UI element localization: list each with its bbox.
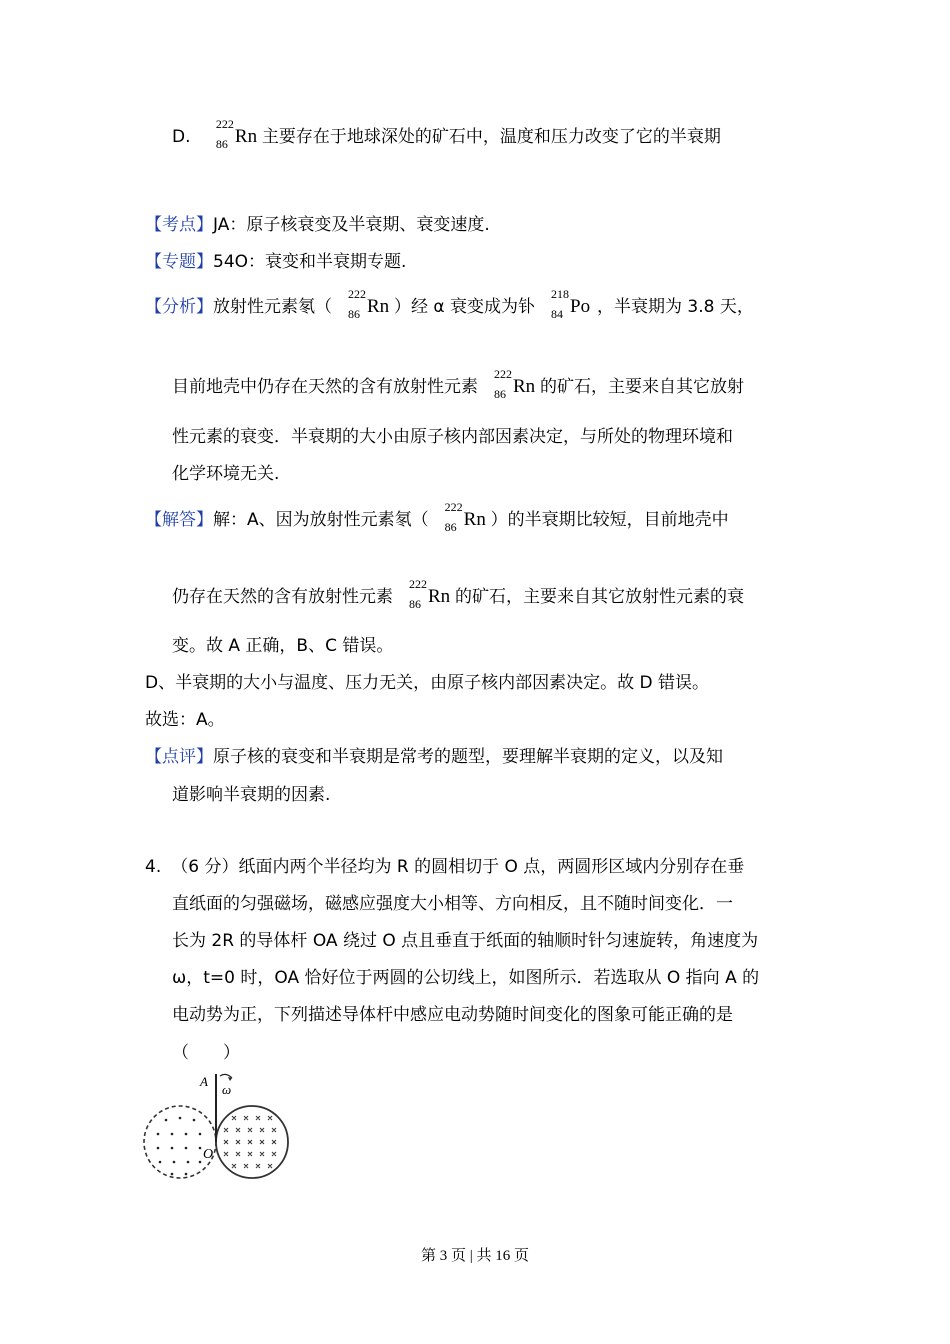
fenxi-text: 目前地壳中仍存在天然的含有放射性元素: [172, 377, 478, 397]
fenxi-text: 化学环境无关.: [172, 464, 280, 484]
dots-field: [157, 1117, 202, 1176]
question4-line-5: [172, 1003, 733, 1027]
nuclide-rn: 222 86 Rn: [494, 367, 536, 401]
nuclide-po: 218 84 Po: [551, 287, 591, 321]
dianping-text: 原子核的衰变和半衰期是常考的题型，要理解半衰期的定义，以及知: [213, 747, 723, 767]
zhuanti-tag: 【专题】: [145, 252, 213, 272]
kaodian-text: JA：原子核衰变及半衰期、衰变速度.: [213, 215, 490, 235]
question4-line-1: [145, 855, 744, 879]
nuclide-rn: 222 86 Rn: [444, 500, 486, 534]
dianping-line-1: [145, 745, 723, 769]
nuclide-rn: 222 86 Rn: [348, 287, 390, 321]
jieda-line-3: [172, 634, 393, 658]
option-d-label: D.: [172, 127, 191, 147]
fenxi-tag: 【分析】: [145, 297, 213, 317]
question4-text: ω，t=0 时，OA 恰好位于两圆的公切线上，如图所示．若选取从 O 指向 A 的: [172, 968, 760, 988]
jieda-line-4: [145, 671, 709, 695]
magnetic-field-figure: [140, 1070, 300, 1190]
fenxi-text: ，半衰期为 3.8 天，: [597, 297, 754, 317]
question4-text: 长为 2R 的导体杆 OA 绕过 O 点且垂直于纸面的轴顺时针匀速旋转，角速度为: [172, 931, 759, 951]
question4-line-6: [172, 1041, 240, 1065]
crosses-field: [224, 1116, 276, 1168]
label-omega: ω: [222, 1082, 232, 1097]
nuclide-rn: 222 86 Rn: [409, 577, 451, 611]
zhuanti-text: 54O：衰变和半衰期专题.: [213, 252, 407, 272]
question4-text: 直纸面的匀强磁场，磁感应强度大小相等、方向相反，且不随时间变化．一: [172, 894, 733, 914]
nuclide-rn: 222 86 Rn: [215, 117, 258, 151]
question4-text: 电动势为正，下列描述导体杆中感应电动势随时间变化的图象可能正确的是: [172, 1005, 733, 1025]
jieda-line-1: [145, 500, 729, 540]
fenxi-line-3: [172, 425, 733, 449]
jieda-text: ）的半衰期比较短，目前地壳中: [490, 510, 729, 530]
fenxi-text: ）经 α 衰变成为钋: [394, 297, 536, 317]
fenxi-line-2: [172, 367, 744, 407]
jieda-tag: 【解答】: [145, 510, 213, 530]
jieda-line-2: [172, 577, 744, 617]
label-o: O: [203, 1147, 214, 1162]
dianping-line-2: [172, 783, 330, 807]
question4-line-3: [172, 929, 758, 953]
option-d: [172, 117, 721, 157]
fenxi-line-4: [172, 462, 279, 486]
fenxi-text: 的矿石，主要来自其它放射: [540, 377, 744, 397]
jieda-text: 的矿石，主要来自其它放射性元素的衰: [455, 587, 744, 607]
jieda-text: 故选：A。: [145, 710, 225, 730]
kaodian-line: [145, 213, 490, 237]
question4-text: （6 分）纸面内两个半径均为 R 的圆相切于 O 点，两圆形区域内分别存在垂: [171, 857, 745, 877]
jieda-text: 解：A、因为放射性元素氡（: [213, 510, 429, 530]
jieda-text: 变。故 A 正确，B、C 错误。: [172, 636, 394, 656]
fenxi-line-1: [145, 287, 754, 327]
fenxi-text: 放射性元素氡（: [213, 297, 332, 317]
question4-text: （ ）: [172, 1043, 240, 1063]
question4-number: 4.: [145, 857, 162, 877]
zhuanti-line: [145, 250, 406, 274]
option-d-text: 主要存在于地球深处的矿石中，温度和压力改变了它的半衰期: [261, 127, 721, 147]
question4-line-4: [172, 966, 759, 990]
dianping-text: 道影响半衰期的因素.: [172, 785, 331, 805]
fenxi-text: 性元素的衰变．半衰期的大小由原子核内部因素决定，与所处的物理环境和: [172, 427, 733, 447]
page-footer: 第 3 页 | 共 16 页: [420, 1248, 529, 1264]
rotation-arrow-icon: [220, 1074, 232, 1078]
jieda-text: D、半衰期的大小与温度、压力无关，由原子核内部因素决定。故 D 错误。: [145, 673, 709, 693]
label-a: A: [200, 1074, 208, 1089]
kaodian-tag: 【考点】: [145, 215, 213, 235]
dianping-tag: 【点评】: [145, 747, 213, 767]
jieda-text: 仍存在天然的含有放射性元素: [172, 587, 393, 607]
question4-line-2: [172, 892, 733, 916]
right-field-circle: [216, 1106, 288, 1178]
jieda-line-5: [145, 708, 225, 732]
